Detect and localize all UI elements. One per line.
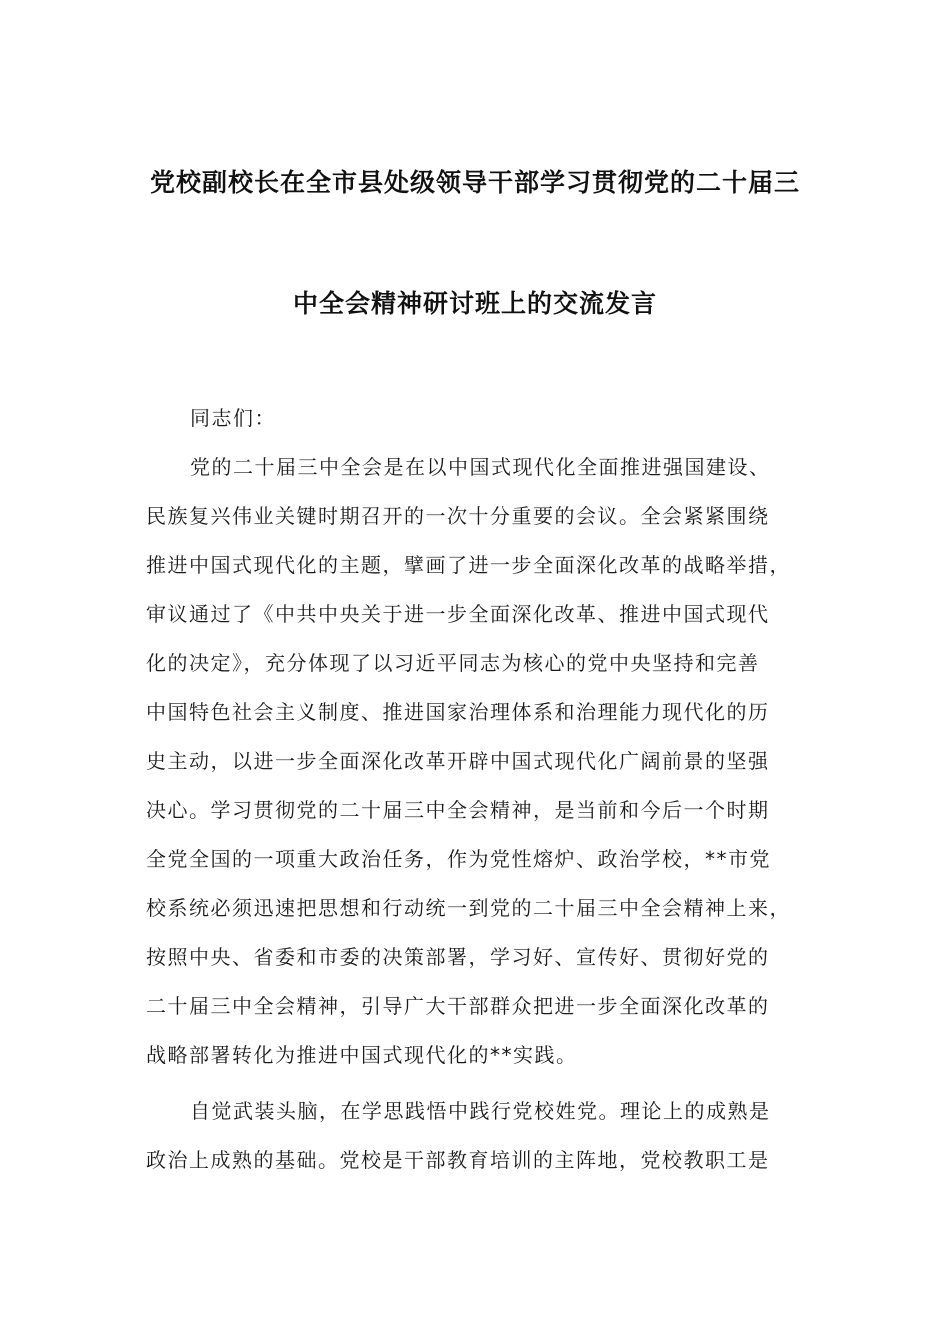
document-title-line-1: 党校副校长在全市县处级领导干部学习贯彻党的二十届三 bbox=[149, 168, 800, 197]
paragraph-2 bbox=[146, 1087, 806, 1185]
salutation-text: 同志们： bbox=[190, 406, 276, 430]
paragraph-line: 推进中国式现代化的主题，擘画了进一步全面深化改革的战略举措， bbox=[146, 553, 791, 577]
paragraph-line: 二十届三中全会精神，引导广大干部群众把进一步全面深化改革的 bbox=[146, 994, 770, 1018]
salutation bbox=[146, 394, 806, 443]
paragraph-line: 按照中央、省委和市委的决策部署，学习好、宣传好、贯彻好党的 bbox=[146, 945, 770, 969]
paragraph-line: 审议通过了《中共中央关于进一步全面深化改革、推进中国式现代 bbox=[146, 602, 770, 626]
document-title-line-2: 中全会精神研讨班上的交流发言 bbox=[292, 289, 657, 318]
paragraph-line: 全党全国的一项重大政治任务，作为党性熔炉、政治学校，**市党 bbox=[146, 847, 771, 871]
paragraph-line: 党的二十届三中全会是在以中国式现代化全面推进强国建设、 bbox=[190, 455, 771, 479]
paragraph-line: 政治上成熟的基础。党校是干部教育培训的主阵地，党校教职工是 bbox=[146, 1148, 770, 1172]
paragraph-1 bbox=[146, 443, 806, 1080]
paragraph-line: 化的决定》，充分体现了以习近平同志为核心的党中央坚持和完善 bbox=[146, 651, 760, 675]
paragraph-line: 战略部署转化为推进中国式现代化的**实践。 bbox=[146, 1043, 578, 1067]
paragraph-line: 校系统必须迅速把思想和行动统一到党的二十届三中全会精神上来， bbox=[146, 896, 791, 920]
paragraph-line: 中国特色社会主义制度、推进国家治理体系和治理能力现代化的历 bbox=[146, 700, 770, 724]
paragraph-line: 民族复兴伟业关键时期召开的一次十分重要的会议。全会紧紧围绕 bbox=[146, 504, 770, 528]
paragraph-line: 自觉武装头脑，在学思践悟中践行党校姓党。理论上的成熟是 bbox=[190, 1099, 771, 1123]
paragraph-line: 史主动，以进一步全面深化改革开辟中国式现代化广阔前景的坚强 bbox=[146, 749, 770, 773]
paragraph-line: 决心。学习贯彻党的二十届三中全会精神，是当前和今后一个时期 bbox=[146, 798, 770, 822]
